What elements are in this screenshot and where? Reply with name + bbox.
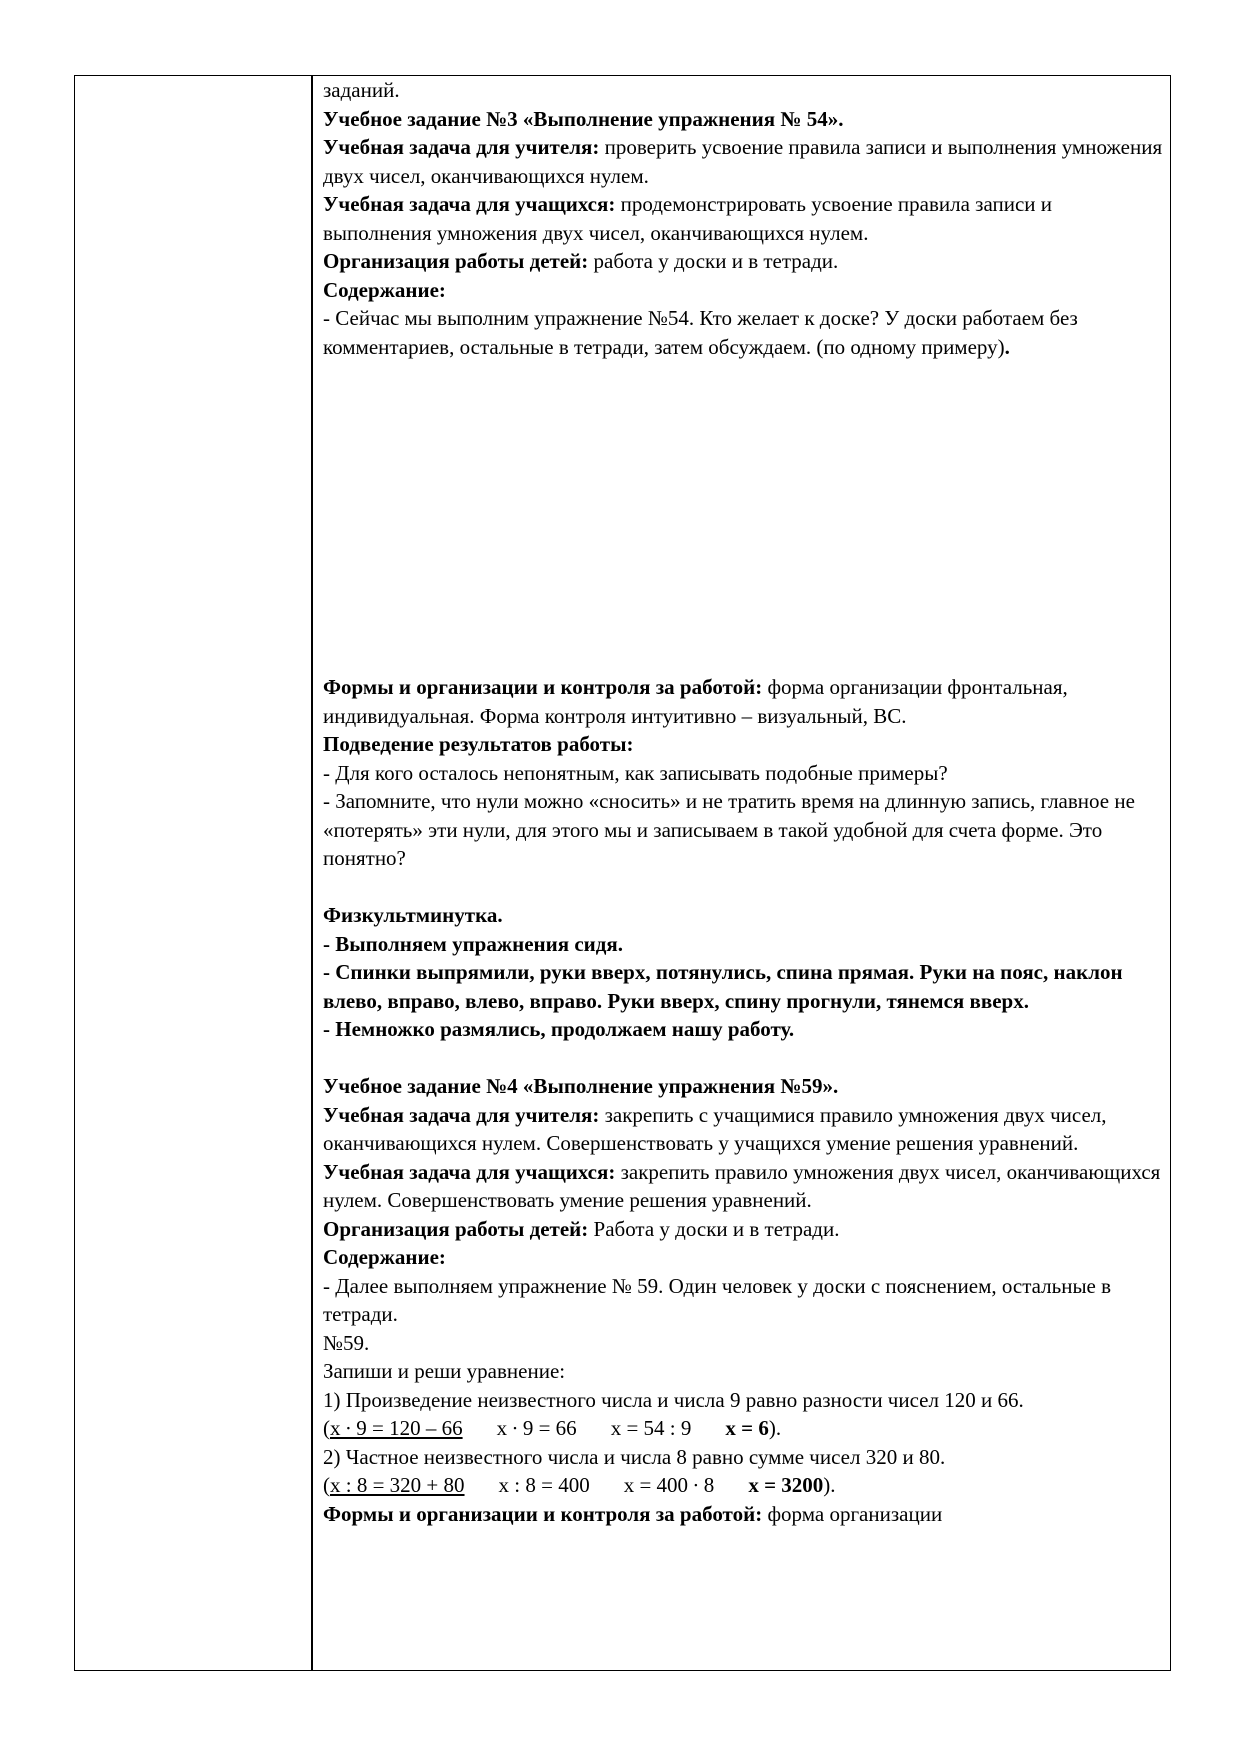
task4-teacher-goal: Учебная задача для учителя: закрепить с учащимися правило умножения двух чисел, оканчивающихся нулем. Совершенствовать у учащихся умение решения уравнений. [323, 1102, 1107, 1155]
blank-line [323, 873, 1163, 902]
task3-teacher-goal: Учебная задача для учителя: проверить усвоение правила записи и выполнения умножения двух чисел, оканчивающихся нулем. [323, 135, 1163, 188]
task3-results-line: - Для кого осталось непонятным, как записывать подобные примеры? [323, 760, 948, 785]
task3-content-label: Содержание: [323, 277, 446, 302]
task3-results-label: Подведение результатов работы: [323, 732, 634, 756]
intro-tail: заданий. [323, 78, 400, 102]
task3-students-goal: Учебная задача для учащихся: продемонстрировать усвоение правила записи и выполнения умножения двух чисел, оканчивающихся нулем. [323, 192, 1053, 245]
physical-line: - Немножко размялись, продолжаем нашу работу. [323, 1017, 795, 1041]
task4-organization: Организация работы детей: Работа у доски и в тетради. [323, 1216, 840, 1241]
task4-forms: Формы и организации и контроля за работой: форма организации [323, 1501, 943, 1526]
blank-space [323, 361, 1163, 673]
equation-2: (х : 8 = 320 + 80 х : 8 = 400 х = 400 ∙ 8 х = 3200). [323, 1473, 836, 1497]
blank-line [323, 1044, 1163, 1073]
task4-content-label: Содержание: [323, 1245, 446, 1269]
physical-line: - Спинки выпрямили, руки вверх, потянулись, спина прямая. Руки на пояс, наклон влево, вправо, влево, вправо. Руки вверх, спину прогнули, тянемся вверх. [323, 960, 1123, 1013]
problem-2: 2) Частное неизвестного числа и числа 8 равно сумме чисел 320 и 80. [323, 1444, 946, 1469]
physical-title: Физкультминутка. [323, 903, 503, 927]
exercise-number: №59. [323, 1330, 370, 1355]
column-divider [311, 76, 313, 1670]
task3-title: Учебное задание №3 «Выполнение упражнения № 54». [323, 106, 844, 131]
task3-results-line: - Запомните, что нули можно «сносить» и не тратить время на длинную запись, главное не «потерять» эти нули, для этого мы и записываем в такой удобной для счета форме. Это понятно? [323, 789, 1135, 870]
lesson-table [74, 75, 1171, 1671]
task4-title: Учебное задание №4 «Выполнение упражнения №59». [323, 1074, 839, 1098]
task4-content-text: - Далее выполняем упражнение № 59. Один человек у доски с пояснением, остальные в тетради. [323, 1273, 1112, 1326]
equation-1: (х ∙ 9 = 120 – 66 х ∙ 9 = 66 х = 54 : 9 х = 6). [323, 1416, 782, 1440]
task4-students-goal: Учебная задача для учащихся: закрепить правило умножения двух чисел, оканчивающихся нулем. Совершенствовать умение решения уравнений. [323, 1159, 1161, 1212]
task3-forms: Формы и организации и контроля за работой: форма организации фронтальная, индивидуальная. Форма контроля интуитивно – визуальный, ВС. [323, 675, 1068, 728]
exercise-instruction: Запиши и реши уравнение: [323, 1359, 566, 1383]
task3-organization: Организация работы детей: работа у доски и в тетради. [323, 249, 839, 273]
physical-line: - Выполняем упражнения сидя. [323, 931, 623, 956]
lesson-content-cell [323, 76, 1163, 1528]
problem-1: 1) Произведение неизвестного числа и числа 9 равно разности чисел 120 и 66. [323, 1387, 1024, 1412]
task3-content-text: - Сейчас мы выполним упражнение №54. Кто желает к доске? У доски работаем без комментариев, остальные в тетради, затем обсуждаем. (по одному примеру). [323, 306, 1078, 359]
